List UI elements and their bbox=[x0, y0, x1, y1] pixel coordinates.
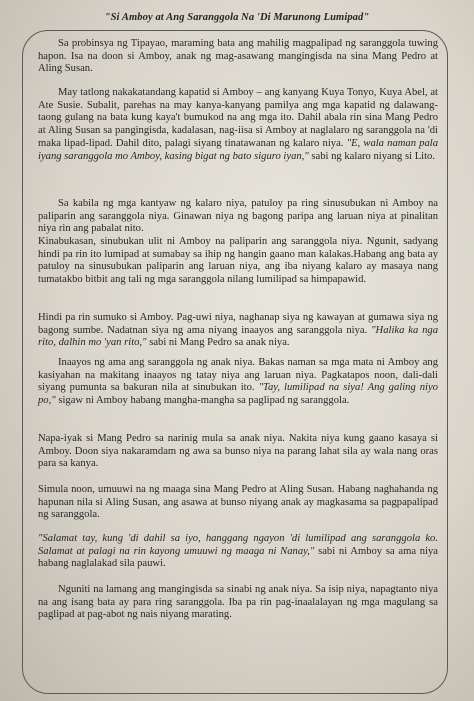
final-quote: "Salamat tay, kung 'di dahil sa iyo, hanggang ngayon 'di lumilipad ang saranggola ko. Salamat at palagi na rin kayong umuuwi ng maaga ni Nanay," bbox=[38, 533, 438, 557]
paragraph-2-text: May tatlong nakakatandang kapatid si Amboy – ang kanyang Kuya Tonyo, Kuya Abel, at Ate Susie. Subalit, parehas na may kanya-kanyang pamilya ang mga kapatid ng dalawang-taong gulang na bata kung kaya't bumukod na ang mga ito. Dahil abala rin sina Mang Pedro at Aling Susan sa pangingisda, kadalasan, nag-iisa si Amboy at naglalaro ng saranggola na 'di maka lipad-lipad. Dahil dito, palagi siyang tinatawanan ng kalaro niya. bbox=[38, 87, 438, 149]
pedro-quote: "Halika ka nga rito, dalhin mo 'yan rito," bbox=[38, 324, 438, 349]
paragraph-9 bbox=[38, 533, 438, 571]
amboy-quote-tag: sigaw ni Amboy habang mangha-mangha sa paglipad ng saranggola. bbox=[58, 395, 350, 407]
kalaro-quote: "E, wala naman pala iyang saranggola mo Amboy, kasing bigat ng bato siguro iyan," bbox=[38, 137, 439, 162]
paragraph-5 bbox=[38, 312, 438, 350]
kalaro-quote-tag: sabi ng kalaro niyang si Lito. bbox=[311, 150, 435, 162]
final-quote-tag: sabi ni Amboy sa ama niya habang naglalakad sila pauwi. bbox=[38, 545, 439, 570]
paragraph-10: Nguniti na lamang ang mangingisda sa sinabi ng anak niya. Sa isip niya, napagtanto niya na ang isang bata ay para ring saranggola. Iba pa rin pag-inaalalayan ng mga magulang sa paglipad at pag-abot ng nais niyang marating. bbox=[38, 584, 438, 621]
paragraph-7: Napa-iyak si Mang Pedro sa narinig mula sa anak niya. Nakita niya kung gaano kasaya si Amboy. Doon siya nakaramdam ng awa sa bunso niya na parang lahat sila ay wala nang oras para sa kanya. bbox=[38, 433, 438, 470]
paragraph-5-text: Hindi pa rin sumuko si Amboy. Pag-uwi niya, naghanap siya ng kawayan at gumawa siya ng bagong sumbe. Nadatnan siya ng ama niyang inaayos ang saranggola niya. bbox=[38, 312, 438, 336]
story-title: "Si Amboy at Ang Saranggola Na 'Di Marunong Lumipad" bbox=[104, 12, 370, 23]
paragraph-6 bbox=[38, 357, 438, 408]
pedro-quote-tag: sabi ni Mang Pedro sa anak niya. bbox=[149, 337, 290, 349]
paragraph-1: Sa probinsya ng Tipayao, maraming bata ang mahilig magpalipad ng saranggola tuwing hapon. Isa na doon si Amboy, anak ng mag-asawang mangingisda na sina Mang Pedro at Aling Susan. bbox=[38, 38, 438, 75]
paragraph-4: Kinabukasan, sinubukan ulit ni Amboy na paliparin ang saranggola niya. Ngunit, sadyang hindi pa rin ito lumipad at sumabay sa ihip ng hangin gaano man kalakas.Habang ang bata ay patuloy na sinusubukan paliparin ang laruan niya, ang iba niyang kalaro ay masaya nang tumatakbo bitbit ang tali ng mga saranggola nilang lumilipad sa himpapawid. bbox=[38, 236, 438, 286]
paragraph-6-text: Inaayos ng ama ang saranggola ng anak niya. Bakas naman sa mga mata ni Amboy ang kasiyahan na makitang inaayos ng tatay niya ang laruan niya. Pagkatapos noon, dali-dali siyang pumunta sa bakuran nila at sinubukan ito. bbox=[38, 357, 438, 394]
paragraph-8: Simula noon, umuuwi na ng maaga sina Mang Pedro at Aling Susan. Habang naghahanda ng hapunan nila si Aling Susan, ang asawa at bunso niyang anak ay magkasama sa pagpapalipad ng saranggola. bbox=[38, 484, 438, 521]
paragraph-3: Sa kabila ng mga kantyaw ng kalaro niya, patuloy pa ring sinusubukan ni Amboy na paliparin ang saranggola niya. Ginawan niya ng bagong paripa ang laruan niya at pinalitan niya rin ang pabalat nito. bbox=[38, 198, 438, 235]
paragraph-2 bbox=[38, 87, 438, 163]
amboy-quote: "Tay, lumilipad na siya! Ang galing niyo po," bbox=[38, 382, 438, 407]
